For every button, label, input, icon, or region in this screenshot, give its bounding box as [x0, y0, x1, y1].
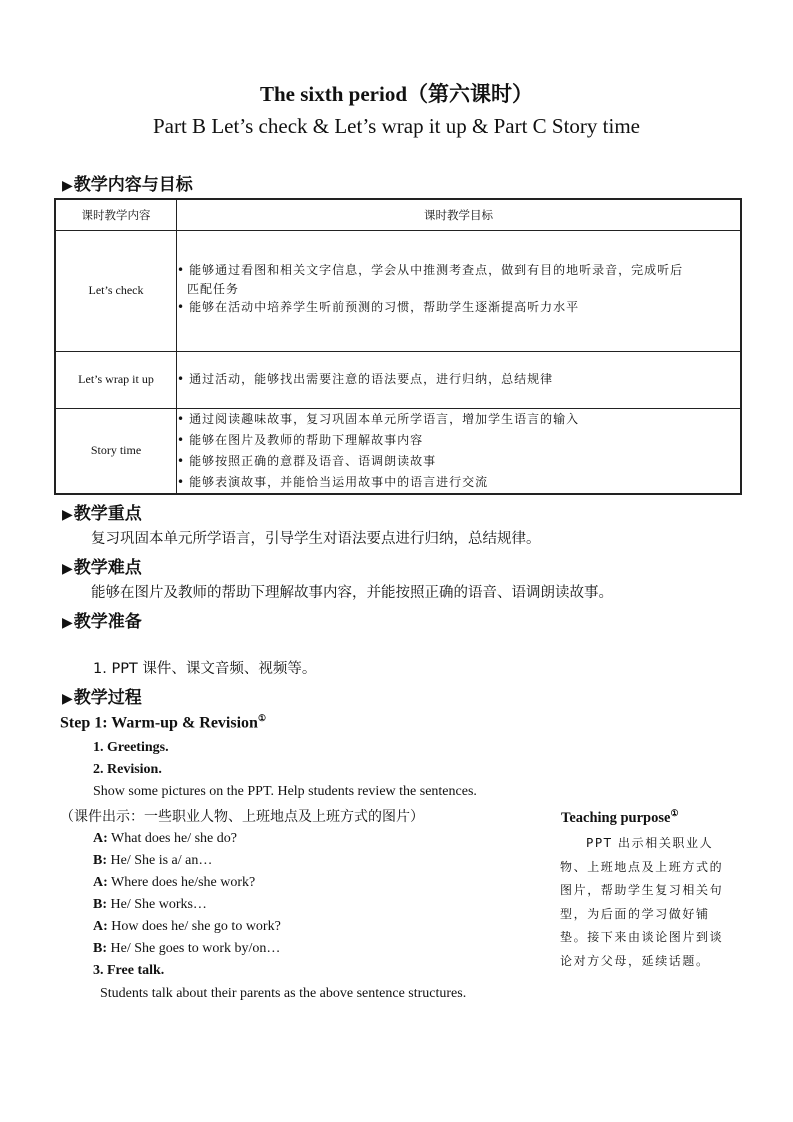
page-subtitle: Part B Let’s check & Let’s wrap it up & Part C Story time [152, 114, 640, 138]
free-talk-heading: 3. Free talk. [93, 963, 165, 978]
triangle-marker-icon: ▶ [62, 615, 73, 631]
dialogue-line: A: What does he/ she do? [93, 831, 237, 846]
table-header-goal: 课时教学目标 [177, 199, 742, 230]
section-process: ▶教学过程 [62, 688, 142, 708]
triangle-marker-icon: ▶ [62, 561, 73, 577]
goal-item: • 能够在活动中培养学生听前预测的习惯，帮助学生逐渐提高听力水平 [177, 299, 580, 314]
revision-text: Show some pictures on the PPT. Help students review the sentences. [93, 784, 477, 799]
footnote-mark: ① [257, 713, 267, 723]
table-row [55, 408, 741, 494]
greetings-heading: 1. Greetings. [93, 740, 169, 755]
dialogue-line: B: He/ She goes to work by/on… [93, 941, 281, 956]
triangle-marker-icon: ▶ [62, 178, 73, 194]
goal-item: • 能够在图片及教师的帮助下理解故事内容 [177, 432, 424, 447]
free-talk-text: Students talk about their parents as the above sentence structures. [100, 986, 467, 1001]
triangle-marker-icon: ▶ [62, 507, 73, 523]
table-header-row [55, 199, 741, 230]
section-content-goals: ▶教学内容与目标 [62, 175, 193, 195]
goal-item: • 通过活动，能够找出需要注意的语法要点，进行归纳，总结规律 [177, 372, 554, 386]
triangle-marker-icon: ▶ [62, 691, 73, 707]
row-content: Story time [55, 408, 177, 494]
dialogue-line: B: He/ She is a/ an… [93, 853, 213, 868]
section-key-points: ▶教学重点 [62, 504, 142, 524]
goal-item: • 通过阅读趣味故事，复习巩固本单元所学语言，增加学生语言的输入 [177, 411, 580, 426]
row-content: Let’s check [55, 230, 177, 351]
page-title: The sixth period（第六课时） [259, 82, 534, 106]
dialogue-line: B: He/ She works… [93, 897, 207, 912]
table-header-content: 课时教学内容 [55, 199, 177, 230]
step1-title: Step 1: Warm-up & Revision① [60, 713, 267, 732]
key-points-text: 复习巩固本单元所学语言，引导学生对语法要点进行归纳，总结规律。 [91, 531, 541, 547]
section-difficulties: ▶教学难点 [62, 558, 142, 578]
goal-item-cont: 匹配任务 [187, 281, 240, 296]
difficulties-text: 能够在图片及教师的帮助下理解故事内容，并能按照正确的语音、语调朗读故事。 [91, 585, 613, 601]
dialogue-line: A: Where does he/she work? [93, 875, 256, 890]
revision-heading: 2. Revision. [93, 762, 162, 777]
section-preparation: ▶教学准备 [62, 612, 142, 632]
row-content: Let’s wrap it up [55, 351, 177, 408]
table-row [55, 351, 741, 408]
teaching-purpose-text: PPT 出示相关职业人物、上班地点及上班方式的图片，帮助学生复习相关句型，为后面的学习做好铺垫。接下来由谈论图片到谈论对方父母，延续话题。 [560, 836, 724, 968]
goal-item: • 能够通过看图和相关文字信息，学会从中推测考查点，做到有目的地听录音，完成听后 [177, 262, 684, 277]
preparation-text: 1. PPT 课件、课文音频、视频等。 [93, 661, 317, 677]
dialogue-line: A: How does he/ she go to work? [93, 919, 281, 934]
goal-item: • 能够按照正确的意群及语音、语调朗读故事 [177, 453, 437, 468]
goal-item: • 能够表演故事，并能恰当运用故事中的语言进行交流 [177, 474, 489, 489]
table-row [55, 230, 741, 351]
footnote-mark: ① [670, 808, 679, 818]
objectives-table [54, 198, 742, 495]
ppt-note: （课件出示：一些职业人物、上班地点及上班方式的图片） [60, 809, 424, 825]
teaching-purpose-title: Teaching purpose① [561, 808, 679, 826]
